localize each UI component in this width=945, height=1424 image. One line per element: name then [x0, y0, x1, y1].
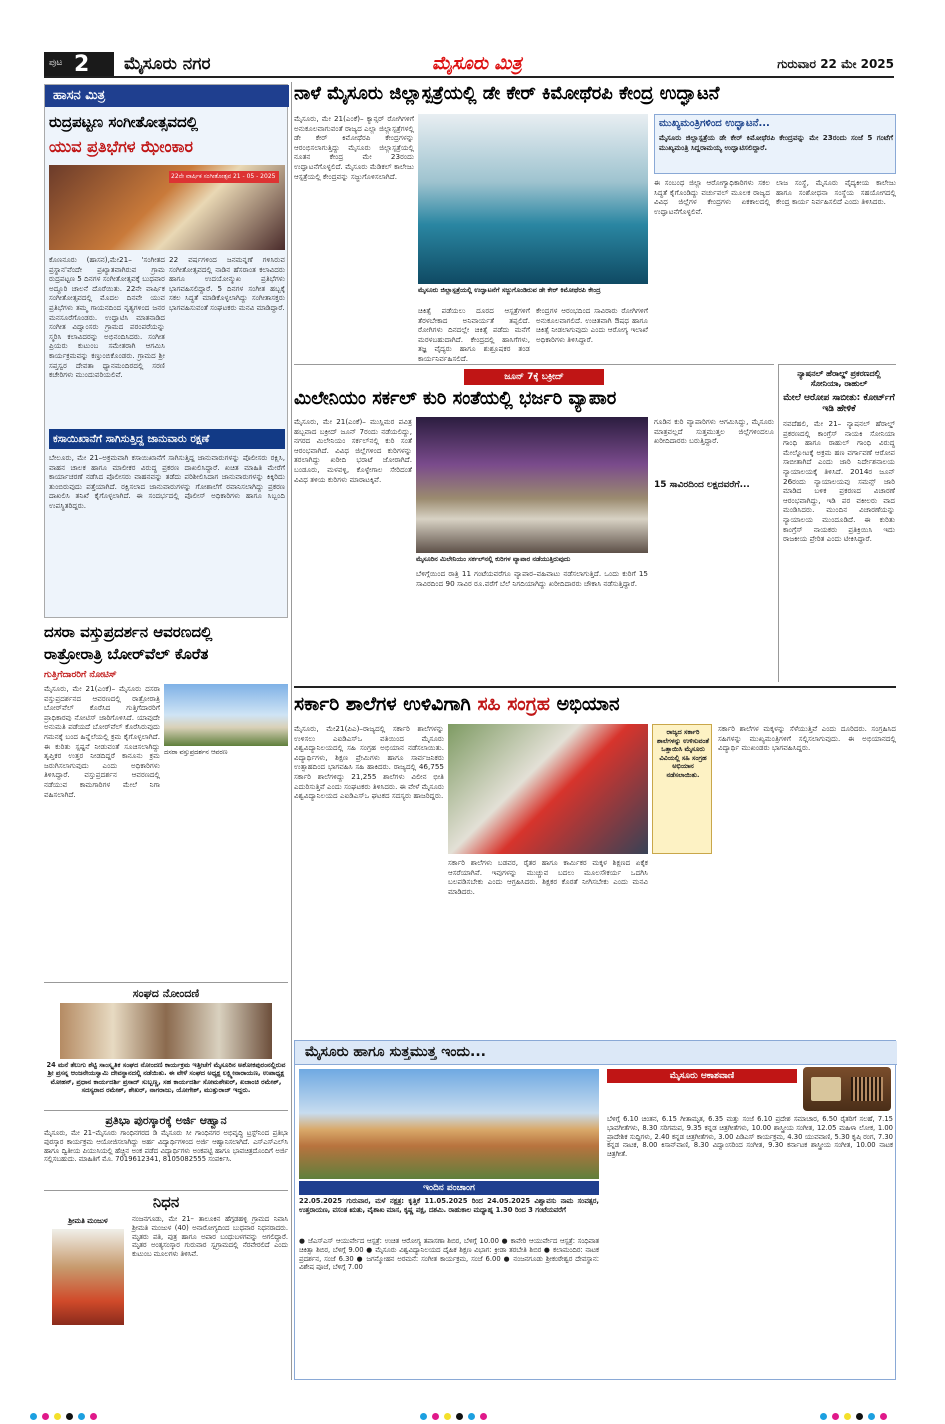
- chemo-article: [294, 80, 899, 363]
- sheep-kicker-box: [464, 369, 604, 385]
- issue-date: ಗುರುವಾರ 22 ಮೇ 2025: [777, 57, 894, 71]
- dot-black: [456, 1413, 463, 1420]
- paper-name: ಮೈಸೂರು ಮಿತ್ರ: [432, 53, 522, 74]
- page-number-box: [44, 52, 114, 76]
- dot-cyan: [868, 1413, 875, 1420]
- sheep-col-3: ಗೂಡಿನ ಕುರಿ ವ್ಯಾಪಾರಿಗಳು ಆಗಮಿಸಿದ್ದು, ಮೈಸೂರು ಮಾತ್ರವಲ್ಲದೆ ಸುತ್ತಮುತ್ತಲ ಜಿಲ್ಲೆಗಳಿಂದಲೂ ಖರೀದಿದಾರರು ಬರುತ್ತಿದ್ದಾರೆ.: [654, 417, 777, 446]
- sangha-caption: 24 ಮನೆ ತೆಲುಗು ಶೆಟ್ಟಿ ಸಾಂಸ್ಕೃತಿಕ ಸಂಘದ ನೋಂದಣಿ ಕಾರ್ಯಕ್ರಮ ಇತ್ತೀಚೆಗೆ ಮೈಸೂರಿನ ಅಶೋಕಪುರಂನಲ್ಲಿರುವ ಶ್ರೀ ಪ್ರಸನ್ನ ಆಂಜನೇಯಸ್ವಾಮಿ ದೇವಸ್ಥಾನದಲ್ಲಿ ನಡೆಯಿತು. ಈ ವೇಳೆ ಸಂಘದ ಅಧ್ಯಕ್ಷ ಲಕ್ಷ್ಮೀನಾರಾಯಣ, ಉಪಾಧ್ಯಕ್ಷ ಮೋಹನ್, ಪ್ರಧಾನ ಕಾರ್ಯದರ್ಶಿ ಪ್ರಸಾದ್ ಸುಬ್ಬಣ್ಣ, ಸಹ ಕಾರ್ಯದರ್ಶಿ ಸೋಮಶೇಖರ್, ಖಜಾಂಚಿ ರಮೇಶ್, ಸದಸ್ಯರಾದ ರಮೇಶ್, ಶೇಖರ್, ನಾಗರಾಜು, ಯೋಗೇಶ್, ಮುತ್ತುರಾಜ್ ಇದ್ದರು.: [46, 1061, 288, 1095]
- school-side-box-text: ರಾಜ್ಯದ ಸರ್ಕಾರಿ ಶಾಲೆಗಳನ್ನು ಉಳಿಸುವಂತೆ ಒತ್ತಾಯಿಸಿ ಮೈಸೂರು ವಿವಿಯಲ್ಲಿ ಸಹಿ ಸಂಗ್ರಹ ಅಭಿಯಾನ ನಡೆಸಲಾಯಿತು.: [656, 728, 712, 779]
- hassan-body-right: 22 ವರ್ಷಗಳಿಂದ ಜನಮನ್ನಣೆ ಗಳಿಸಿರುವ ಸಂಗೀತೋತ್ಸವದಲ್ಲಿ ನಾಡಿನ ಹೆಸರಾಂತ ಕಲಾವಿದರು ಹಾಗೂ ಉದಯೋನ್ಮುಖ ಪ್ರತಿಭೆಗಳು ಭಾಗವಹಿಸಲಿದ್ದಾರೆ. 5 ದಿನಗಳ ಸಂಗೀತ ಹಬ್ಬಕ್ಕೆ ಸಕಲ ಸಿದ್ಧತೆ ಮಾಡಿಕೊಳ್ಳಲಾಗಿದ್ದು ಸಂಗೀತಾಸಕ್ತರು ಭಾಗವಹಿಸುವಂತೆ ಸಂಘಟಕರು ಮನವಿ ಮಾಡಿದ್ದಾರೆ.: [169, 255, 288, 312]
- hassan-headline-1: ರುದ್ರಪಟ್ಟಣ ಸಂಗೀತೋತ್ಸವದಲ್ಲಿ: [49, 113, 199, 131]
- chemo-col-5: ಲಾಜ ಸಂಸ್ಥೆ, ಮೈಸೂರು ವೈದ್ಯಕೀಯ ಕಾಲೇಜು ಹಾಗೂ ಸಂಶೋಧನಾ ಸಂಸ್ಥೆಯ ಸಹಯೋಗದಲ್ಲಿ ಕೇಂದ್ರ ಕಾರ್ಯ ನಿರ್ವಹಿಸಲಿದೆ ಎಂದು ತಿಳಿಸಿದರು.: [776, 178, 899, 207]
- hassan-section: [44, 84, 288, 618]
- dasara-headline-1: ದಸರಾ ವಸ್ತುಪ್ರದರ್ಶನ ಆವರಣದಲ್ಲಿ: [44, 623, 213, 641]
- dasara-subhead-text: ಗುತ್ತಿಗೆದಾರರಿಗೆ ನೋಟಿಸ್: [44, 670, 117, 680]
- school-headline-3: ಅಭಿಯಾನ: [556, 693, 620, 715]
- dot-magenta: [432, 1413, 439, 1420]
- dot-magenta: [90, 1413, 97, 1420]
- today-title: ಮೈಸೂರು ಹಾಗೂ ಸುತ್ತಮುತ್ತ ಇಂದು...: [305, 1044, 486, 1060]
- dasara-article: [44, 622, 288, 978]
- obituary-body: ನಂಜನಗೂಡು, ಮೇ 21– ತಾಲೂಕಿನ ಹೆಗ್ಗಡಹಳ್ಳಿ ಗ್ರಾಮದ ನಿವಾಸಿ ಶ್ರೀಮತಿ ಮಂಜುಳ (40) ಅನಾರೋಗ್ಯದಿಂದ ಬುಧವಾರ ನಿಧನರಾದರು. ಮೃತರು ಪತಿ, ಪುತ್ರ ಹಾಗೂ ಅಪಾರ ಬಂಧುಬಳಗವನ್ನು ಅಗಲಿದ್ದಾರೆ. ಮೃತರ ಅಂತ್ಯಸಂಸ್ಕಾರ ಗುರುವಾರ ಸ್ವಗ್ರಾಮದಲ್ಲಿ ನೆರವೇರಲಿದೆ ಎಂದು ಕುಟುಂಬ ಮೂಲಗಳು ತಿಳಿಸಿವೆ.: [132, 1215, 291, 1259]
- dot-magenta: [480, 1413, 487, 1420]
- cattle-headline-box: [49, 429, 285, 449]
- cm-box-title: ಮುಖ್ಯಮಂತ್ರಿಗಳಿಂದ ಉದ್ಘಾಟನೆ...: [659, 118, 770, 129]
- obituary-portrait: [52, 1229, 124, 1325]
- sheep-photo-caption: ಮೈಸೂರಿನ ಮಿಲೇನಿಯಂ ಸರ್ಕಲ್‌ನಲ್ಲಿ ಕುರಿಗಳ ವ್ಯಾಪಾರ ನಡೆಯುತ್ತಿರುವುದು: [416, 555, 571, 563]
- hassan-section-title: [45, 85, 289, 107]
- dot-magenta: [42, 1413, 49, 1420]
- radio-icon: [803, 1067, 891, 1111]
- dasara-headline-2: ರಾತ್ರೋರಾತ್ರಿ ಬೋರ್‌ವೆಲ್ ಕೊರೆತ: [44, 645, 209, 663]
- page-number: 2: [74, 52, 90, 77]
- herald-body: ನವದೆಹಲಿ, ಮೇ 21– ನ್ಯಾಷನಲ್ ಹೆರಾಲ್ಡ್ ಪ್ರಕರಣದಲ್ಲಿ ಕಾಂಗ್ರೆಸ್ ನಾಯಕಿ ಸೋನಿಯಾ ಗಾಂಧಿ ಹಾಗೂ ರಾಹುಲ್ ಗಾಂಧಿ ವಿರುದ್ಧ ಮೇಲ್ನೋಟಕ್ಕೆ ಅಕ್ರಮ ಹಣ ವರ್ಗಾವಣೆ ಆರೋಪ ಸಾಬೀತಾಗಿದೆ ಎಂದು ಜಾರಿ ನಿರ್ದೇಶನಾಲಯ ನ್ಯಾಯಾಲಯಕ್ಕೆ ತಿಳಿಸಿದೆ. 2014ರ ಜೂನ್ 26ರಂದು ನ್ಯಾಯಾಲಯವು ಸಮನ್ಸ್ ಜಾರಿ ಮಾಡಿದ ಬಳಿಕ ಪ್ರಕರಣದ ವಿಚಾರಣೆ ಆರಂಭವಾಗಿದ್ದು, ಇಡಿ ಪರ ವಕೀಲರು ವಾದ ಮಂಡಿಸಿದರು. ಮುಂದಿನ ವಿಚಾರಣೆಯನ್ನು ನ್ಯಾಯಾಲಯ ಮುಂದೂಡಿದೆ. ಈ ಕುರಿತು ಕಾಂಗ್ರೆಸ್ ನಾಯಕರು ಪ್ರತಿಕ್ರಿಯಿಸಿ ಇದು ರಾಜಕೀಯ ಪ್ರೇರಿತ ಎಂದು ಟೀಕಿಸಿದ್ದಾರೆ.: [783, 419, 898, 544]
- mysore-palace-photo: [299, 1069, 599, 1179]
- pratibha-headline: ಪ್ರತಿಭಾ ಪುರಸ್ಕಾರಕ್ಕೆ ಅರ್ಜಿ ಆಹ್ವಾನ: [105, 1114, 227, 1127]
- school-article: [294, 686, 899, 1036]
- today-section: [294, 1040, 896, 1380]
- chemo-photo-caption: ಮೈಸೂರು ಜಿಲ್ಲಾಸ್ಪತ್ರೆಯಲ್ಲಿ ಉದ್ಘಾಟನೆಗೆ ಸಜ್ಜುಗೊಂಡಿರುವ ಡೇ ಕೇರ್ ಕಿಮೋಥೆರಪಿ ಕೇಂದ್ರ: [418, 286, 601, 294]
- column-rule: [291, 82, 292, 1380]
- school-col-1: ಮೈಸೂರು, ಮೇ21(ಪಿಎ)–ರಾಜ್ಯದಲ್ಲಿ ಸರ್ಕಾರಿ ಶಾಲೆಗಳನ್ನು ಉಳಿಸಲು ಎಐಡಿಎಸ್‌ಒ ವತಿಯಿಂದ ಮೈಸೂರು ವಿಶ್ವವಿದ್ಯಾನಿಲಯದಲ್ಲಿ ಸಹಿ ಸಂಗ್ರಹ ಅಭಿಯಾನ ನಡೆಸಲಾಯಿತು. ವಿದ್ಯಾರ್ಥಿಗಳು, ಶಿಕ್ಷಣ ಪ್ರೇಮಿಗಳು ಹಾಗೂ ಸಾರ್ವಜನಿಕರು ಉತ್ಸಾಹದಿಂದ ಭಾಗವಹಿಸಿ ಸಹಿ ಹಾಕಿದರು. ರಾಜ್ಯದಲ್ಲಿ 46,755 ಸರ್ಕಾರಿ ಶಾಲೆಗಳಿದ್ದು 21,255 ಶಾಲೆಗಳು ವಿಲೀನ ಭೀತಿ ಎದುರಿಸುತ್ತಿವೆ ಎಂದು ಸಂಘಟಕರು ತಿಳಿಸಿದರು. ಈ ವೇಳೆ ಮೈಸೂರು ವಿಶ್ವವಿದ್ಯಾನಿಲಯದ ಎಐಡಿಎಸ್‌ಒ ಘಟಕದ ಸದಸ್ಯರು ಹಾಜರಿದ್ದರು.: [294, 724, 447, 801]
- herald-headline: ಮೇಲೆ ಆರೋಪ ಸಾಬೀತು: ಕೋರ್ಟ್‌ಗೆ ಇಡಿ ಹೇಳಿಕೆ: [783, 393, 895, 414]
- sheep-col-2: ಬೆಳಿಗ್ಗೆಯಿಂದ ರಾತ್ರಿ 11 ಗಂಟೆಯವರೆಗೂ ವ್ಯಾಪಾರ–ವಹಿವಾಟು ನಡೆಸಲಾಗುತ್ತಿದೆ. ಒಂದು ಕುರಿಗೆ 15 ಸಾವಿರದಿಂದ 90 ಸಾವಿರ ರೂ.ವರೆಗೆ ಬೆಲೆ ನಿಗದಿಯಾಗಿದ್ದು ಖರೀದಿದಾರರು ಚೌಕಾಸಿ ನಡೆಸುತ್ತಿದ್ದಾರೆ.: [416, 569, 651, 588]
- cattle-body: ಬೇಲೂರು, ಮೇ 21–ಅಕ್ರಮವಾಗಿ ಕಸಾಯಿಖಾನೆಗೆ ಸಾಗಿಸುತ್ತಿದ್ದ ಜಾನುವಾರುಗಳನ್ನು ಪೊಲೀಸರು ರಕ್ಷಿಸಿ, ವಾಹನ ಚಾಲಕ ಹಾಗೂ ಮಾಲೀಕರ ವಿರುದ್ಧ ಪ್ರಕರಣ ದಾಖಲಿಸಿದ್ದಾರೆ. ಖಚಿತ ಮಾಹಿತಿ ಮೇರೆಗೆ ಕಾರ್ಯಾಚರಣೆ ನಡೆಸಿದ ಪೊಲೀಸರು ವಾಹನವನ್ನು ತಡೆದು ಪರಿಶೀಲಿಸಿದಾಗ ಜಾನುವಾರುಗಳನ್ನು ಕಿಕ್ಕಿರಿದು ತುಂಬಿರುವುದು ಪತ್ತೆಯಾಗಿದೆ. ರಕ್ಷಿಸಲಾದ ಜಾನುವಾರುಗಳನ್ನು ಗೋಶಾಲೆಗೆ ರವಾನಿಸಲಾಗಿದ್ದು ಪ್ರಕರಣ ದಾಖಲಿಸಿ ತನಿಖೆ ಕೈಗೊಳ್ಳಲಾಗಿದೆ. ಈ ಸಂದರ್ಭದಲ್ಲಿ ಪೊಲೀಸ್ ಅಧಿಕಾರಿಗಳು ಹಾಗೂ ಸಿಬ್ಬಂದಿ ಉಪಸ್ಥಿತರಿದ್ದರು.: [49, 453, 288, 510]
- dasara-body: ಮೈಸೂರು, ಮೇ 21(ಎಂಕೆ)– ಮೈಸೂರು ದಸರಾ ವಸ್ತುಪ್ರದರ್ಶನದ ಆವರಣದಲ್ಲಿ ರಾತ್ರೋರಾತ್ರಿ ಬೋರ್‌ವೆಲ್ ಕೊರೆಸಿದ ಗುತ್ತಿಗೆದಾರರಿಗೆ ಪ್ರಾಧಿಕಾರವು ನೋಟಿಸ್ ಜಾರಿಗೊಳಿಸಿದೆ. ಯಾವುದೇ ಅನುಮತಿ ಪಡೆಯದೆ ಬೋರ್‌ವೆಲ್ ಕೊರೆಸಿರುವುದು ಗಮನಕ್ಕೆ ಬಂದ ಹಿನ್ನೆಲೆಯಲ್ಲಿ ಕ್ರಮ ಕೈಗೊಳ್ಳಲಾಗಿದೆ. ಈ ಕುರಿತು ಸ್ಪಷ್ಟನೆ ನೀಡುವಂತೆ ಸೂಚಿಸಲಾಗಿದ್ದು ತೃಪ್ತಿಕರ ಉತ್ತರ ನೀಡದಿದ್ದರೆ ಕಾನೂನು ಕ್ರಮ ಜರುಗಿಸಲಾಗುವುದು ಎಂದು ಅಧಿಕಾರಿಗಳು ತಿಳಿಸಿದ್ದಾರೆ. ವಸ್ತುಪ್ರದರ್ಶನ ಆವರಣದಲ್ಲಿ ನಡೆಯುವ ಕಾಮಗಾರಿಗಳ ಮೇಲೆ ನಿಗಾ ವಹಿಸಲಾಗಿದೆ.: [44, 684, 163, 799]
- cm-box-text: ಮೈಸೂರು ಜಿಲ್ಲಾಸ್ಪತ್ರೆಯ ಡೇ ಕೇರ್ ಕಿಮೋಥೆರಪಿ ಕೇಂದ್ರವನ್ನು ಮೇ 23ರಂದು ಸಂಜೆ 5 ಗಂಟೆಗೆ ಮುಖ್ಯಮಂತ್ರಿ ಸಿದ್ದರಾಮಯ್ಯ ಉದ್ಘಾಟಿಸಲಿದ್ದಾರೆ.: [659, 133, 896, 152]
- page-label: ಪುಟ: [49, 58, 63, 68]
- cm-inauguration-box: [654, 114, 896, 174]
- sangha-title: ಸಂಘದ ನೋಂದಣಿ: [132, 987, 200, 1000]
- radio-schedule: ಬೆಳಿಗ್ಗೆ 6.10 ಚಿಂತನ, 6.15 ಗೀತಾಮೃತ, 6.35 ಮತ್ತು ಸಂಜೆ 6.10 ಪ್ರದೇಶ ಸಮಾಚಾರ, 6.50 ರೈತರಿಗೆ ಸಲಹೆ, 7.15 ಭಾವಗೀತೆಗಳು, 8.30 ಸರಿಗಮಪ, 9.35 ಕನ್ನಡ ಚಿತ್ರಗೀತೆಗಳು, 10.00 ಶಾಸ್ತ್ರೀಯ ಸಂಗೀತ, 12.05 ಮಹಿಳಾ ಲೋಕ, 1.00 ಪ್ರಾದೇಶಿಕ ಸುದ್ದಿಗಳು, 2.40 ಕನ್ನಡ ಚಿತ್ರಗೀತೆಗಳು, 3.00 ಪಿಡಿಎಸ್ ಕಾರ್ಯಕ್ರಮ, 4.30 ಯುವವಾಣಿ, 5.30 ಕೃಷಿ ರಂಗ, 7.30 ಕನ್ನಡ ನಾಟಕ, 8.00 ಕಿಸಾನ್‌ವಾಣಿ, 8.30 ವಿದ್ವಾಂಸರಿಂದ ಸಂಗೀತ, 9.30 ಕರ್ನಾಟಕ ಶಾಸ್ತ್ರೀಯ ಸಂಗೀತ, 10.00 ನಾಟಕ ಚಿತ್ರಗೀತೆ.: [607, 1115, 896, 1159]
- dot-black: [856, 1413, 863, 1420]
- dot-black: [66, 1413, 73, 1420]
- dot-cyan: [820, 1413, 827, 1420]
- masthead: [44, 52, 894, 78]
- dasara-photo-caption: ದಸರಾ ವಸ್ತುಪ್ರದರ್ಶನ ಆವರಣ: [164, 748, 228, 756]
- dot-magenta: [880, 1413, 887, 1420]
- chemo-col-3: ಕೇಂದ್ರಗಳ ಆರಂಭದಿಂದ ಸಾವಿರಾರು ರೋಗಿಗಳಿಗೆ ಅನುಕೂಲವಾಗಲಿದೆ. ಉಚಿತವಾಗಿ ಔಷಧ ಹಾಗೂ ಚಿಕಿತ್ಸೆ ನೀಡಲಾಗುವುದು ಎಂದು ಆರೋಗ್ಯ ಇಲಾಖೆ ಅಧಿಕಾರಿಗಳು ತಿಳಿಸಿದ್ದಾರೆ.: [536, 306, 651, 344]
- sheep-market-article: [294, 364, 777, 682]
- hassan-title-text: ಹಾಸನ ಮಿತ್ರ: [53, 88, 106, 103]
- pratibha-article: [44, 1110, 291, 1186]
- chemo-col-2: ಚಿಕಿತ್ಸೆ ಪಡೆಯಲು ದೂರದ ಆಸ್ಪತ್ರೆಗಳಿಗೆ ತೆರಳಬೇಕಾದ ಅನಿವಾರ್ಯತೆ ತಪ್ಪಲಿದೆ. ರೋಗಿಗಳು ದಿನದಲ್ಲೇ ಚಿಕಿತ್ಸೆ ಪಡೆದು ಮನೆಗೆ ಮರಳಬಹುದಾಗಿದೆ. ಕೇಂದ್ರದಲ್ಲಿ ಹಾಸಿಗೆಗಳು, ತಜ್ಞ ವೈದ್ಯರು ಹಾಗೂ ಶುಶ್ರೂಷಕರ ತಂಡ ಕಾರ್ಯನಿರ್ವಹಿಸಲಿದೆ.: [418, 306, 533, 363]
- school-headline-2: ಸಹಿ ಸಂಗ್ರಹ: [477, 693, 550, 715]
- signature-campaign-photo: [448, 724, 648, 854]
- registration-dots-center: [420, 1405, 540, 1415]
- chemo-headline: ನಾಳೆ ಮೈಸೂರು ಜಿಲ್ಲಾಸ್ಪತ್ರೆಯಲ್ಲಿ ಡೇ ಕೇರ್ ಕಿಮೋಥೆರಪಿ ಕೇಂದ್ರ ಉದ್ಘಾಟನೆ: [294, 83, 720, 104]
- exhibition-gate-photo: [164, 684, 288, 746]
- hassan-body-left: ಕೊಣನೂರು (ಹಾಸನ),ಮೇ21– 'ಸಂಗೀತದ ಪ್ರಸ್ಥಾನ'ವೆಂದೇ ಪ್ರಖ್ಯಾತವಾಗಿರುವ ಗ್ರಾಮ ರುದ್ರಪಟ್ಟಣ 5 ದಿನಗಳ ಸಂಗೀತೋತ್ಸವಕ್ಕೆ ಬುಧವಾರ ಅದ್ದೂರಿ ಚಾಲನೆ ದೊರೆಯಿತು. 22ನೇ ವಾರ್ಷಿಕ ಸಂಗೀತೋತ್ಸವದಲ್ಲಿ ಮೊದಲ ದಿನವೇ ಯುವ ಪ್ರತಿಭೆಗಳು ತಮ್ಮ ಗಾಯನದಿಂದ ನೃತ್ಯಗಳಿಂದ ಜನರ ಮನಸೂರೆಗೊಂಡರು. ಉದ್ಘಾಟಿಸಿ ಮಾತನಾಡಿದ ಸಂಗೀತ ವಿದ್ವಾಂಸರು ಗ್ರಾಮದ ಪರಂಪರೆಯನ್ನು ಸ್ಮರಿಸಿ ಕಲಾವಿದರನ್ನು ಅಭಿನಂದಿಸಿದರು. ಸಂಗೀತ ಪ್ರಿಯರು ಕುಟುಂಬ ಸಮೇತರಾಗಿ ಆಗಮಿಸಿ ಕಾರ್ಯಕ್ರಮವನ್ನು ಕಣ್ತುಂಬಿಕೊಂಡರು. ಗ್ರಾಮದ ಶ್ರೀ ಸಪ್ತಸ್ವರ ದೇವತಾ ಧ್ಯಾನಮಂದಿರದಲ್ಲಿ ಸರಣಿ ಕಚೇರಿಗಳು ಮುಂದುವರಿಯಲಿವೆ.: [49, 255, 168, 380]
- panchanga-title: ಇಂದಿನ ಪಂಚಾಂಗ: [423, 1183, 475, 1193]
- chemo-ward-photo: [418, 114, 648, 284]
- obituary-article: [44, 1190, 291, 1378]
- obituary-title: ನಿಧನ: [152, 1193, 180, 1211]
- dot-yellow: [444, 1413, 451, 1420]
- festival-banner: 22ನೇ ವಾರ್ಷಿಕ ಸಂಗೀತೋತ್ಸವ 21 - 05 - 2025: [169, 171, 279, 183]
- dot-cyan: [30, 1413, 37, 1420]
- school-headline: [294, 692, 896, 716]
- sangha-group-photo: [60, 1003, 272, 1059]
- radio-title-bar: [607, 1069, 797, 1083]
- pratibha-body: ಮೈಸೂರು, ಮೇ 21–ಮೈಸೂರು ಗಾಂಧಿನಗರದ ಡಿ ಮೈಸೂರು ಸೀ ಗಾಂಧಿನಗರ ಅಭಿವೃದ್ಧಿ ಟ್ರಸ್ಟ್‌ನಿಂದ ಪ್ರತಿಭಾ ಪುರಸ್ಕಾರ ಕಾರ್ಯಕ್ರಮ ಆಯೋಜಿಸಲಾಗಿದ್ದು ಅರ್ಹ ವಿದ್ಯಾರ್ಥಿಗಳಿಂದ ಅರ್ಜಿ ಆಹ್ವಾನಿಸಲಾಗಿದೆ. ಎಸ್ಎಸ್ಎಲ್‌ಸಿ ಹಾಗೂ ದ್ವಿತೀಯ ಪಿಯುಸಿಯಲ್ಲಿ ಹೆಚ್ಚಿನ ಅಂಕ ಪಡೆದ ವಿದ್ಯಾರ್ಥಿಗಳು ಅಂಕಪಟ್ಟಿ ಹಾಗೂ ಭಾವಚಿತ್ರದೊಂದಿಗೆ ಅರ್ಜಿ ಸಲ್ಲಿಸಬಹುದು. ಮಾಹಿತಿಗೆ ಮೊ. 7019612341, 8105082555 ಸಂಪರ್ಕಿಸಿ.: [44, 1129, 291, 1164]
- today-events: ● ಜೆಎಸ್ಎಸ್ ಆಯುರ್ವೇದ ಆಸ್ಪತ್ರೆ: ಉಚಿತ ಆರೋಗ್ಯ ತಪಾಸಣಾ ಶಿಬಿರ, ಬೆಳಿಗ್ಗೆ 10.00 ● ಕಾವೇರಿ ಆಯುರ್ವೇದ ಆಸ್ಪತ್ರೆ: ಸಂಧಿವಾತ ಚಿಕಿತ್ಸಾ ಶಿಬಿರ, ಬೆಳಿಗ್ಗೆ 9.00 ● ಮೈಸೂರು ವಿಶ್ವವಿದ್ಯಾನಿಲಯದ ದೈಹಿಕ ಶಿಕ್ಷಣ ವಿಭಾಗ: ಕ್ರೀಡಾ ತರಬೇತಿ ಶಿಬಿರ ● ಕಲಾಮಂದಿರ: ನಾಟಕ ಪ್ರದರ್ಶನ, ಸಂಜೆ 6.30 ● ಜಗನ್ಮೋಹನ ಅರಮನೆ: ಸಂಗೀತ ಕಾರ್ಯಕ್ರಮ, ಸಂಜೆ 6.00 ● ನಂಜನಗೂಡು ಶ್ರೀಕಂಠೇಶ್ವರ ದೇವಸ್ಥಾನ: ವಿಶೇಷ ಪೂಜೆ, ಬೆಳಿಗ್ಗೆ 7.00: [299, 1237, 602, 1272]
- section-name: ಮೈಸೂರು ನಗರ: [124, 54, 211, 74]
- dot-yellow: [844, 1413, 851, 1420]
- sheep-market-photo: [416, 417, 648, 553]
- music-festival-photo: [49, 165, 285, 250]
- panchanga-text: 22.05.2025 ಗುರುವಾರ, ಮಳೆ ನಕ್ಷತ್ರ: ಕೃತ್ತಿಕೆ 11.05.2025 ರಿಂದ 24.05.2025 ವಿಶ್ವಾವಸು ನಾಮ ಸಂವತ್ಸರ, ಉತ್ತರಾಯಣ, ವಸಂತ ಋತು, ವೈಶಾಖ ಮಾಸ, ಕೃಷ್ಣ ಪಕ್ಷ, ದಶಮಿ. ರಾಹುಕಾಲ ಮಧ್ಯಾಹ್ನ 1.30 ರಿಂದ 3 ಗಂಟೆಯವರೆಗೆ: [299, 1197, 602, 1214]
- panchanga-title-bar: [299, 1181, 599, 1195]
- today-title-bar: [295, 1041, 897, 1065]
- dot-magenta: [832, 1413, 839, 1420]
- radio-title: ಮೈಸೂರು ಆಕಾಶವಾಣಿ: [669, 1071, 735, 1081]
- herald-kicker: ನ್ಯಾಷನಲ್ ಹೆರಾಲ್ಡ್ ಪ್ರಕರಣದಲ್ಲಿ ಸೋನಿಯಾ, ರಾಹುಲ್: [797, 369, 881, 388]
- chemo-col-4: ಈ ಸಂಬಂಧ ಜಿಲ್ಲಾ ಆರೋಗ್ಯಾಧಿಕಾರಿಗಳು ಸಕಲ ಸಿದ್ಧತೆ ಕೈಗೊಂಡಿದ್ದು ವರ್ಚುವಲ್ ಮೂಲಕ ರಾಜ್ಯದ ವಿವಿಧ ಜಿಲ್ಲೆಗಳ ಕೇಂದ್ರಗಳು ಏಕಕಾಲದಲ್ಲಿ ಉದ್ಘಾಟನೆಗೊಳ್ಳಲಿವೆ.: [654, 178, 773, 216]
- hassan-headline-2: ಯುವ ಪ್ರತಿಭೆಗಳ ಝೇಂಕಾರ: [49, 137, 193, 156]
- registration-dots-right: [820, 1405, 930, 1415]
- herald-article: [778, 364, 896, 682]
- school-headline-1: ಸರ್ಕಾರಿ ಶಾಲೆಗಳ ಉಳಿವಿಗಾಗಿ: [294, 693, 471, 715]
- dot-cyan: [468, 1413, 475, 1420]
- sheep-kicker: ಜೂನ್ 7ಕ್ಕೆ ಬಕ್ರೀದ್: [504, 372, 564, 382]
- dot-yellow: [54, 1413, 61, 1420]
- registration-dots-left: [30, 1405, 150, 1415]
- dasara-subhead: [44, 670, 288, 680]
- sheep-headline: ಮಿಲೇನಿಯಂ ಸರ್ಕಲ್ ಕುರಿ ಸಂತೆಯಲ್ಲಿ ಭರ್ಜರಿ ವ್ಯಾಪಾರ: [294, 388, 617, 409]
- sheep-col-1: ಮೈಸೂರು, ಮೇ 21(ಎಂಕೆ)– ಮುಸ್ಲಿಮರ ಪವಿತ್ರ ಹಬ್ಬವಾದ ಬಕ್ರೀದ್ ಜೂನ್ 7ರಂದು ನಡೆಯಲಿದ್ದು, ನಗರದ ಮಿಲೇನಿಯಂ ಸರ್ಕಲ್‌ನಲ್ಲಿ ಕುರಿ ಸಂತೆ ಆರಂಭವಾಗಿದೆ. ವಿವಿಧ ಜಿಲ್ಲೆಗಳಿಂದ ಕುರಿಗಳನ್ನು ತರಲಾಗಿದ್ದು ಖರೀದಿ ಭರಾಟೆ ಜೋರಾಗಿದೆ. ಬಂಡೂರು, ಮಳವಳ್ಳಿ, ಕೊಳ್ಳೇಗಾಲ ಸೇರಿದಂತೆ ವಿವಿಧ ತಳಿಯ ಕುರಿಗಳು ಮಾರಾಟಕ್ಕಿವೆ.: [294, 417, 415, 484]
- dot-cyan: [78, 1413, 85, 1420]
- cattle-headline: ಕಸಾಯಿಖಾನೆಗೆ ಸಾಗಿಸುತ್ತಿದ್ದ ಜಾನುವಾರು ರಕ್ಷಣೆ: [53, 433, 210, 445]
- school-side-box: [652, 724, 712, 854]
- obituary-name: ಶ್ರೀಮತಿ ಮಂಜುಳ: [68, 1217, 108, 1225]
- sangha-article: [44, 982, 288, 1108]
- school-col-3: ಸರ್ಕಾರಿ ಶಾಲೆಗಳ ಮಕ್ಕಳನ್ನು ಸೆಳೆಯುತ್ತಿವೆ ಎಂದು ದೂರಿದರು. ಸಂಗ್ರಹಿಸಿದ ಸಹಿಗಳನ್ನು ಮುಖ್ಯಮಂತ್ರಿಗಳಿಗೆ ಸಲ್ಲಿಸಲಾಗುವುದು. ಈ ಅಭಿಯಾನದಲ್ಲಿ ವಿದ್ಯಾರ್ಥಿ ಮುಖಂಡರು ಭಾಗವಹಿಸಿದ್ದರು.: [718, 724, 899, 753]
- chemo-col-1: ಮೈಸೂರು, ಮೇ 21(ಎಂಕೆ)– ಕ್ಯಾನ್ಸರ್ ರೋಗಿಗಳಿಗೆ ಅನುಕೂಲವಾಗುವಂತೆ ರಾಜ್ಯದ ಎಲ್ಲಾ ಜಿಲ್ಲಾಸ್ಪತ್ರೆಗಳಲ್ಲಿ ಡೇ ಕೇರ್ ಕಿಮೋಥೆರಪಿ ಕೇಂದ್ರಗಳನ್ನು ಆರಂಭಿಸಲಾಗುತ್ತಿದ್ದು ಮೈಸೂರು ಜಿಲ್ಲಾಸ್ಪತ್ರೆಯಲ್ಲಿ ನೂತನ ಕೇಂದ್ರ ಮೇ 23ರಂದು ಉದ್ಘಾಟನೆಗೊಳ್ಳಲಿದೆ. ಮೈಸೂರು ಮೆಡಿಕಲ್ ಕಾಲೇಜು ಆಸ್ಪತ್ರೆಯಲ್ಲಿ ಕೇಂದ್ರವನ್ನು ಸಜ್ಜುಗೊಳಿಸಲಾಗಿದೆ.: [294, 114, 417, 181]
- school-col-2: ಸರ್ಕಾರಿ ಶಾಲೆಗಳು ಬಡವರ, ರೈತರ ಹಾಗೂ ಕಾರ್ಮಿಕರ ಮಕ್ಕಳ ಶಿಕ್ಷಣದ ಏಕೈಕ ಆಸರೆಯಾಗಿವೆ. ಇವುಗಳನ್ನು ಮುಚ್ಚುವ ಬದಲು ಮೂಲಸೌಕರ್ಯ ಒದಗಿಸಿ ಬಲಪಡಿಸಬೇಕು ಎಂದು ಆಗ್ರಹಿಸಿದರು. ಶಿಕ್ಷಕರ ಕೊರತೆ ನೀಗಿಸಬೇಕು ಎಂದು ಮನವಿ ಮಾಡಿದರು.: [448, 858, 651, 896]
- sheep-highlight: 15 ಸಾವಿರದಿಂದ ಲಕ್ಷದವರೆಗೆ...: [654, 480, 750, 490]
- dot-cyan: [420, 1413, 427, 1420]
